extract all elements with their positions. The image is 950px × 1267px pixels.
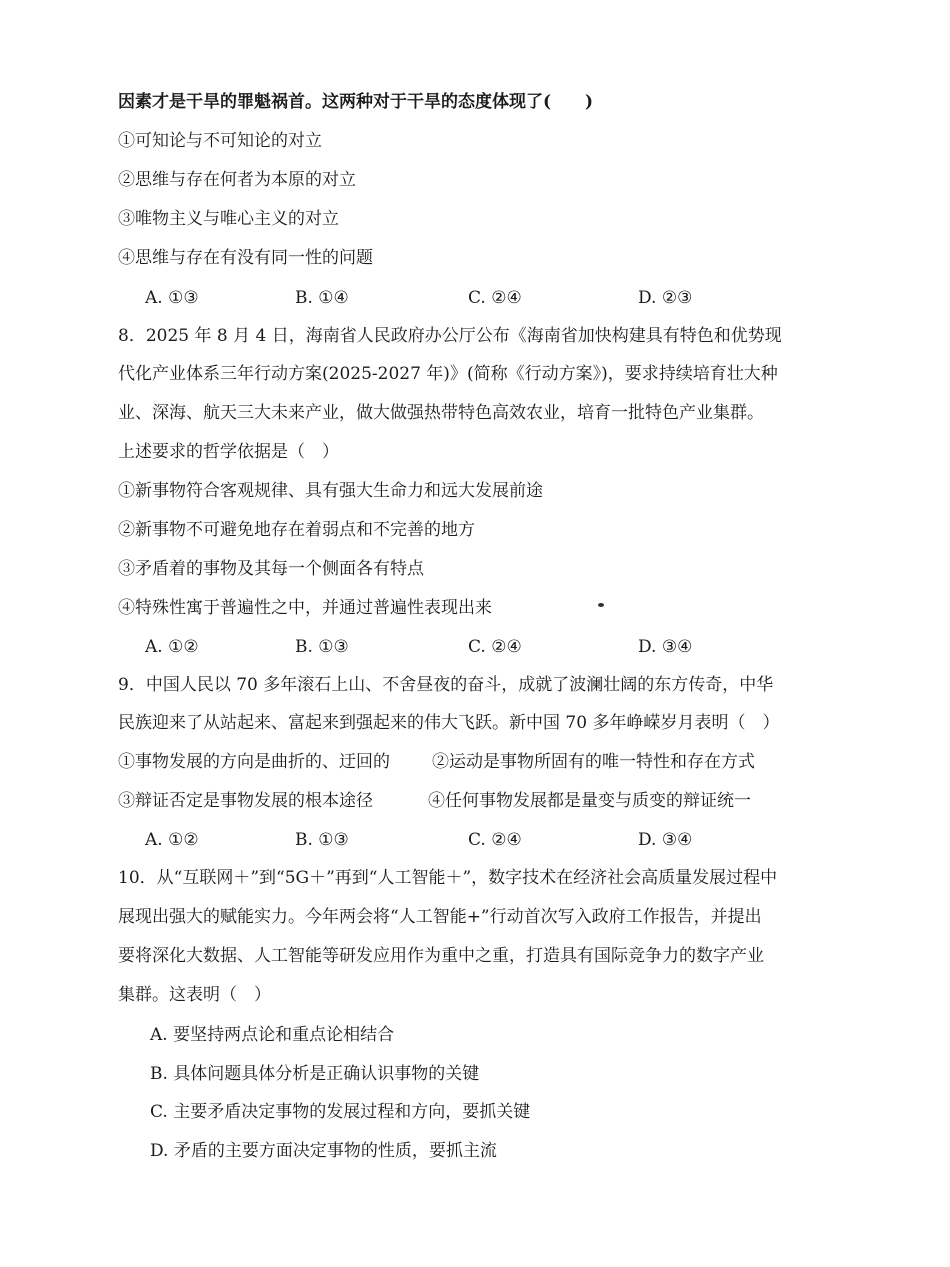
q7-option-b: B. ①④ xyxy=(295,288,349,308)
q10-option-c: C. 主要矛盾决定事物的发展过程和方向，要抓关键 xyxy=(150,1102,531,1122)
q10-stem-line-4: 集群。这表明（ ） xyxy=(118,985,271,1005)
q9-item-4: ④任何事物发展都是量变与质变的辩证统一 xyxy=(428,791,751,811)
q8-item-3: ③矛盾着的事物及其每一个侧面各有特点 xyxy=(118,559,424,579)
q8-stem-line-1: 8．2025 年 8 月 4 日，海南省人民政府办公厅公布《海南省加快构建具有特色和优势现 xyxy=(118,326,782,346)
q9-option-c: C. ②④ xyxy=(468,830,522,850)
q7-option-d: D. ②③ xyxy=(638,288,693,308)
q10-option-b: B. 具体问题具体分析是正确认识事物的关键 xyxy=(150,1064,480,1084)
q8-stem-line-2: 代化产业体系三年行动方案(2025-2027 年)》(简称《行动方案》)，要求持续培育壮大种 xyxy=(118,364,778,384)
q10-option-a: A. 要坚持两点论和重点论相结合 xyxy=(150,1025,395,1045)
ink-speck xyxy=(598,603,604,607)
q10-stem-line-3: 要将深化大数据、人工智能等研发应用作为重中之重，打造具有国际竞争力的数字产业 xyxy=(118,946,764,966)
q9-item-3: ③辩证否定是事物发展的根本途径 xyxy=(118,791,373,811)
q8-option-b: B. ①③ xyxy=(295,637,349,657)
q9-option-b: B. ①③ xyxy=(295,830,349,850)
q8-item-1: ①新事物符合客观规律、具有强大生命力和远大发展前途 xyxy=(118,481,543,501)
q7-option-c: C. ②④ xyxy=(468,288,522,308)
q10-option-d: D. 矛盾的主要方面决定事物的性质，要抓主流 xyxy=(150,1141,497,1161)
q8-option-c: C. ②④ xyxy=(468,637,522,657)
q9-option-a: A. ①② xyxy=(145,830,199,850)
q8-stem-line-4: 上述要求的哲学依据是（ ） xyxy=(118,442,339,462)
q9-stem-line-2: 民族迎来了从站起来、富起来到强起来的伟大飞跃。新中国 70 多年峥嵘岁月表明（ ） xyxy=(118,713,780,733)
q8-option-d: D. ③④ xyxy=(638,637,693,657)
q9-option-d: D. ③④ xyxy=(638,830,693,850)
q9-item-2: ②运动是事物所固有的唯一特性和存在方式 xyxy=(432,752,755,772)
q8-item-2: ②新事物不可避免地存在着弱点和不完善的地方 xyxy=(118,520,475,540)
q10-stem-line-2: 展现出强大的赋能实力。今年两会将“人工智能+”行动首次写入政府工作报告，并提出 xyxy=(118,907,762,927)
q7-item-4: ④思维与存在有没有同一性的问题 xyxy=(118,248,373,268)
q8-option-a: A. ①② xyxy=(145,637,199,657)
q10-stem-line-1: 10．从“互联网＋”到“5G＋”再到“人工智能＋”，数字技术在经济社会高质量发展过程中 xyxy=(118,868,778,888)
q7-option-a: A. ①③ xyxy=(145,288,199,308)
q7-stem-tail: 因素才是干旱的罪魁祸首。这两种对于干旱的态度体现了( ) xyxy=(118,92,594,112)
q7-item-2: ②思维与存在何者为本原的对立 xyxy=(118,170,356,190)
q8-item-4: ④特殊性寓于普遍性之中，并通过普遍性表现出来 xyxy=(118,598,492,618)
q9-stem-line-1: 9．中国人民以 70 多年滚石上山、不舍昼夜的奋斗，成就了波澜壮阔的东方传奇，中华 xyxy=(118,675,774,695)
q7-item-3: ③唯物主义与唯心主义的对立 xyxy=(118,209,339,229)
q7-item-1: ①可知论与不可知论的对立 xyxy=(118,131,322,151)
q8-stem-line-3: 业、深海、航天三大未来产业，做大做强热带特色高效农业，培育一批特色产业集群。 xyxy=(118,403,764,423)
q9-item-1: ①事物发展的方向是曲折的、迂回的 xyxy=(118,752,390,772)
